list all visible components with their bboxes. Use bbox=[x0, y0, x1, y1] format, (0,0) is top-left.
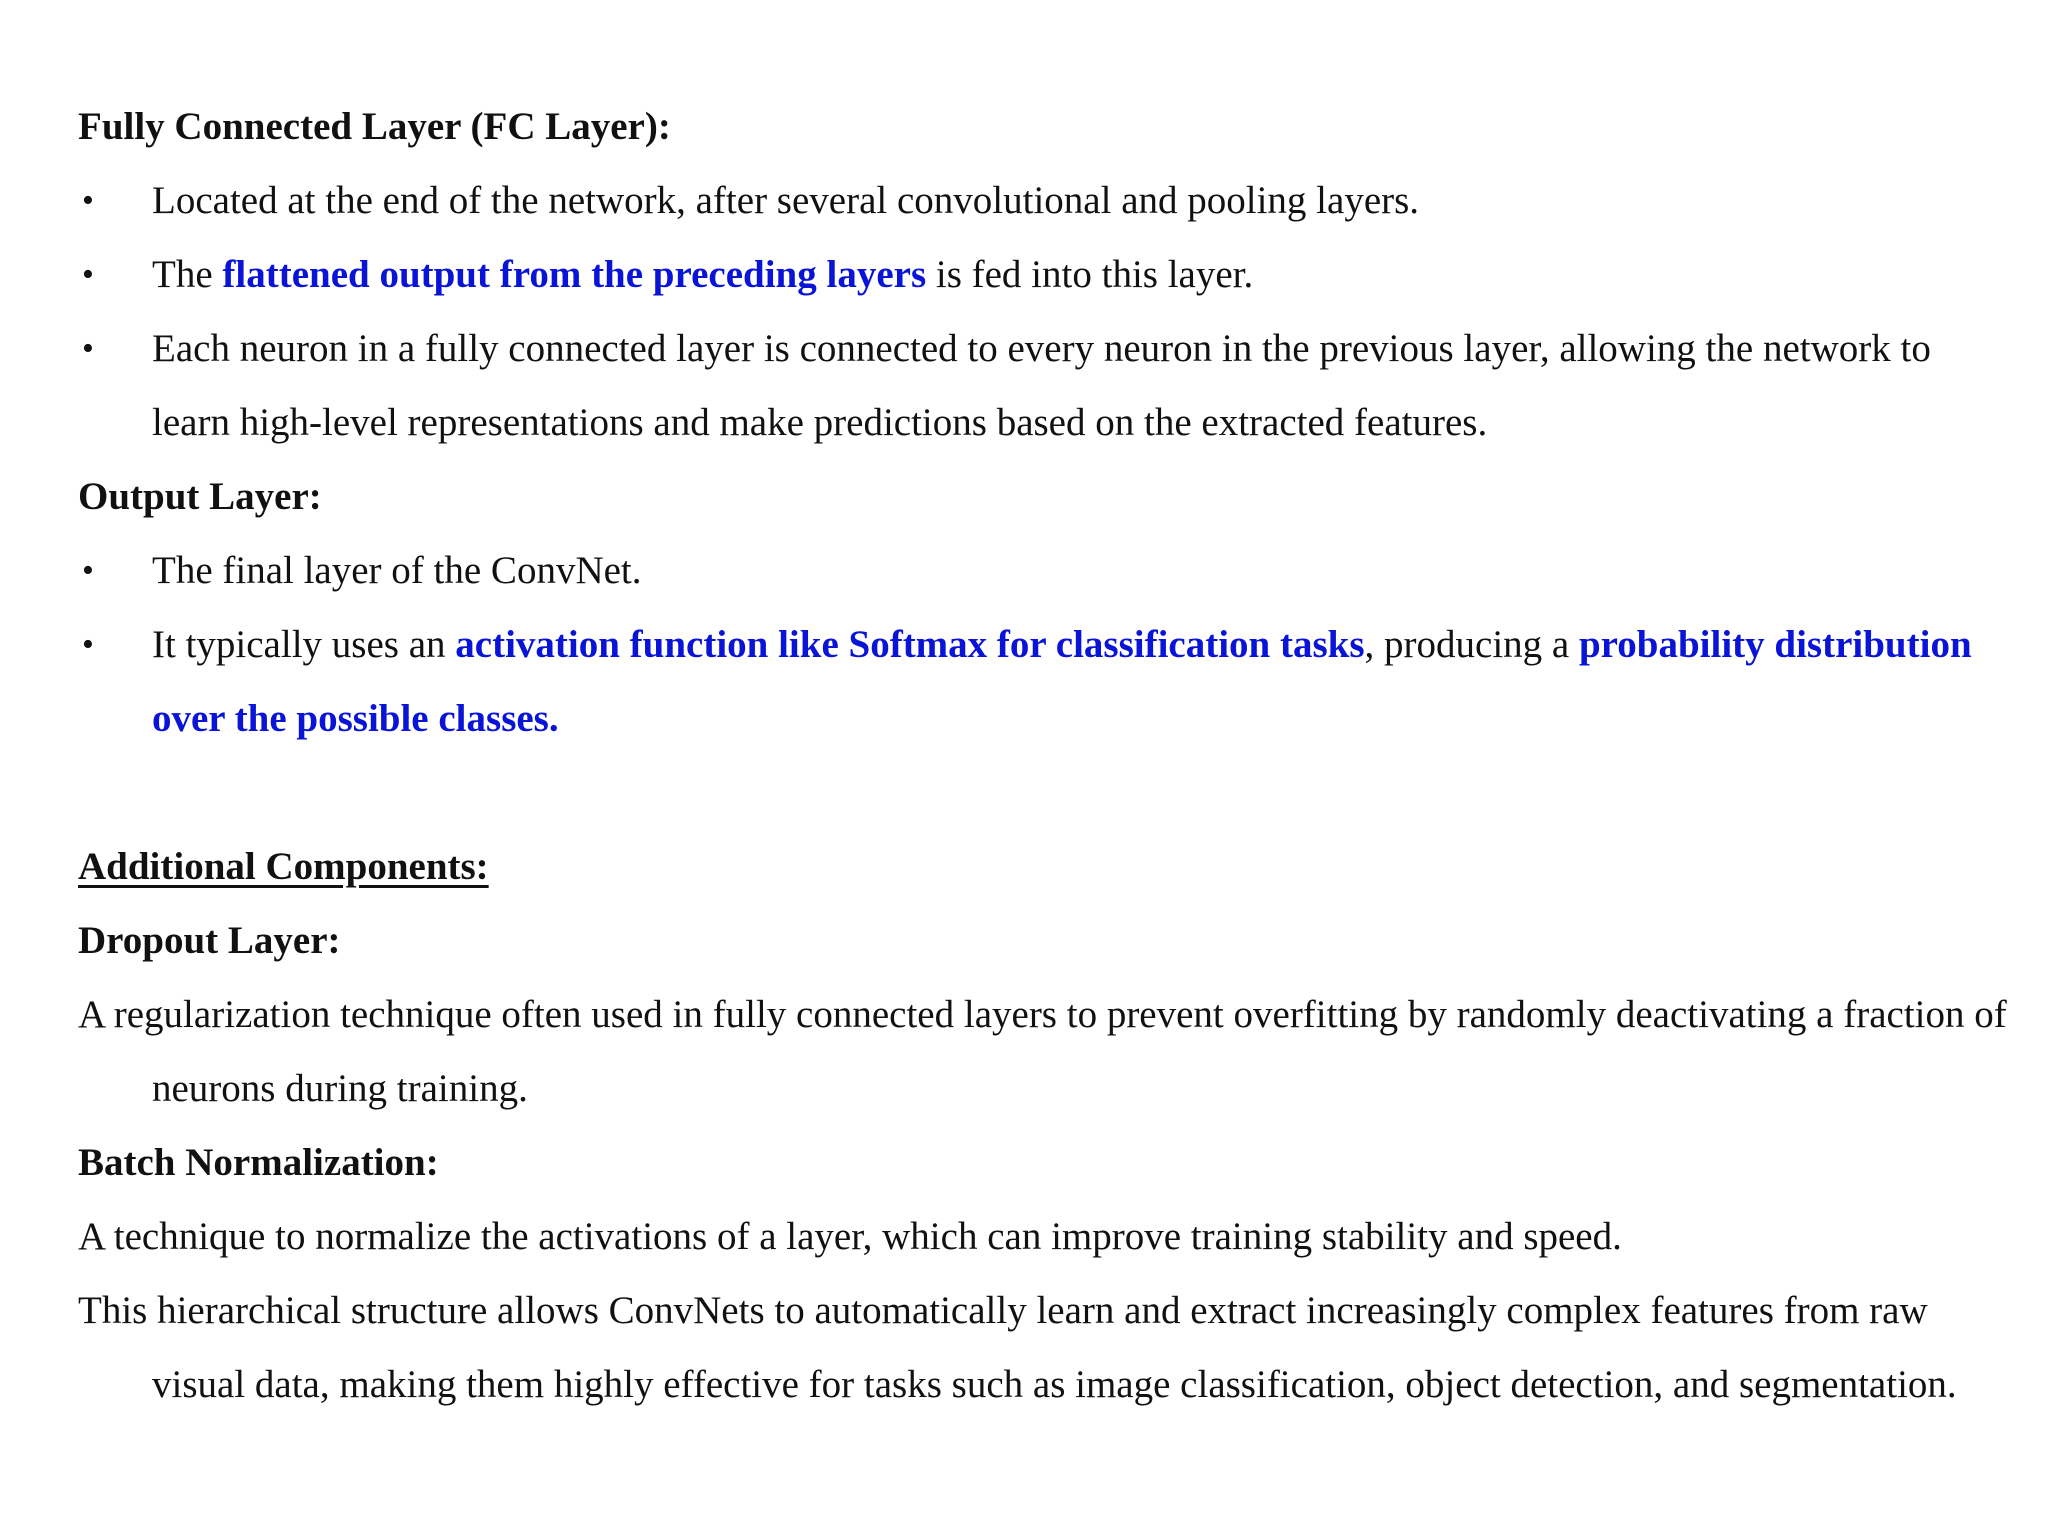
output-bullet-2-highlight-1: activation function like Softmax for classification tasks bbox=[455, 623, 1365, 666]
fc-bullet-2 bbox=[78, 238, 2008, 312]
summary-text: This hierarchical structure allows ConvNets to automatically learn and extract increasingly complex features from raw visual data, making them highly effective for tasks such as image classification, object detection, and segmentation. bbox=[78, 1289, 1957, 1406]
bullet-dot-icon: • bbox=[82, 330, 94, 367]
fc-bullet-2-post: is fed into this layer. bbox=[926, 253, 1254, 296]
output-bullet-2 bbox=[78, 608, 2008, 756]
fc-bullet-3-text: Each neuron in a fully connected layer is connected to every neuron in the previous layer, allowing the network to learn high-level representations and make predictions based on the extracted features. bbox=[152, 327, 1931, 444]
dropout-layer-heading: Dropout Layer: bbox=[78, 919, 341, 962]
output-bullet-2-highlight-2: probability distribution over the possible classes. bbox=[152, 623, 1972, 740]
output-bullet-1 bbox=[78, 534, 2008, 608]
fc-bullet-3 bbox=[78, 312, 2008, 460]
bullet-dot-icon: • bbox=[82, 626, 94, 663]
output-bullet-1-text: The final layer of the ConvNet. bbox=[152, 549, 642, 592]
fc-bullet-2-highlight: flattened output from the preceding layers bbox=[222, 253, 927, 296]
output-bullet-2-pre: It typically uses an bbox=[152, 623, 456, 666]
document-page bbox=[78, 90, 2008, 1422]
output-layer-heading: Output Layer: bbox=[78, 475, 322, 518]
fc-bullet-2-pre: The bbox=[152, 253, 223, 296]
fc-bullet-1-text: Located at the end of the network, after several convolutional and pooling layers. bbox=[152, 179, 1420, 222]
batch-normalization-text: A technique to normalize the activations of a layer, which can improve training stability and speed. bbox=[78, 1215, 1622, 1258]
bullet-dot-icon: • bbox=[82, 256, 94, 293]
bullet-dot-icon: • bbox=[82, 182, 94, 219]
batch-normalization-heading: Batch Normalization: bbox=[78, 1141, 439, 1184]
bullet-dot-icon: • bbox=[82, 552, 94, 589]
output-bullet-2-mid: , producing a bbox=[1364, 623, 1579, 666]
fc-bullet-1 bbox=[78, 164, 2008, 238]
section-spacer bbox=[78, 756, 2008, 830]
fc-layer-heading: Fully Connected Layer (FC Layer): bbox=[78, 105, 671, 148]
additional-components-heading: Additional Components: bbox=[78, 845, 489, 888]
dropout-layer-text: A regularization technique often used in fully connected layers to prevent overfitting by randomly deactivating a fraction of neurons during training. bbox=[78, 993, 2007, 1110]
